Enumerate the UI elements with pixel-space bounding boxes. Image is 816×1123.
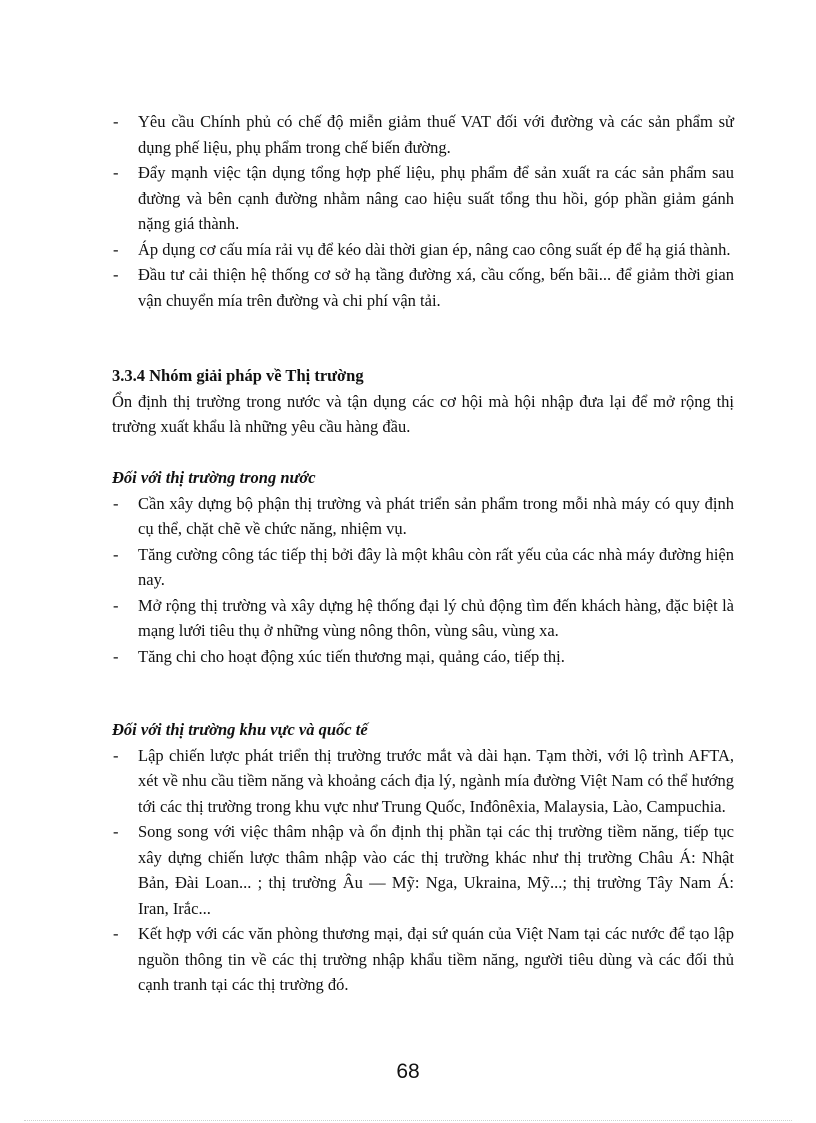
list-item: - Song song với việc thâm nhập và ổn định thị phần tại các thị trường tiềm năng, tiếp tục xây dựng chiến lược thâm nhập vào các thị trường khác như thị trường Châu Á: Nhật Bản, Đài Loan... ; thị trường Âu — Mỹ: Nga, Ukraina, Mỹ...; thị trường Tây Nam Á: Iran, Irắc...: [112, 819, 734, 921]
list-item: - Áp dụng cơ cấu mía rải vụ để kéo dài thời gian ép, nâng cao công suất ép để hạ giá thành.: [112, 237, 734, 263]
page-number: 68: [396, 1060, 420, 1083]
bullet-dash: -: [113, 745, 119, 765]
bullet-dash: -: [113, 544, 119, 564]
list-item: - Lập chiến lược phát triển thị trường trước mắt và dài hạn. Tạm thời, với lộ trình AFTA, xét về nhu cầu tiềm năng và khoảng cách địa lý, ngành mía đường Việt Nam có thể hướng tới các thị trường trong khu vực như Trung Quốc, Inđônêxia, Malaysia, Lào, Campuchia.: [112, 743, 734, 820]
bullet-dash: -: [113, 265, 119, 284]
list-item: - Tăng cường công tác tiếp thị bởi đây là một khâu còn rất yếu của các nhà máy đường hiện nay.: [112, 542, 734, 593]
bullet-dash: -: [113, 924, 119, 943]
section-intro: Ổn định thị trường trong nước và tận dụng các cơ hội mà hội nhập đưa lại để mở rộng thị trường xuất khẩu là những yêu cầu hàng đầu.: [112, 391, 734, 436]
list-item: - Đầu tư cải thiện hệ thống cơ sở hạ tầng đường xá, cầu cống, bến bãi... để giảm thời gian vận chuyển mía trên đường và chi phí vận tải.: [112, 262, 734, 313]
domestic-market-section: [112, 465, 734, 669]
list-item: - Đẩy mạnh việc tận dụng tổng hợp phế liệu, phụ phẩm để sản xuất ra các sản phẩm sau đường và bên cạnh đường nhằm nâng cao hiệu suất tổng thu hồi, góp phần giảm gánh nặng giá thành.: [112, 160, 734, 237]
bullet-dash: -: [113, 646, 119, 666]
bullet-dash: -: [113, 239, 119, 259]
bullet-dash: -: [113, 163, 119, 182]
bullet-dash: -: [113, 822, 119, 841]
list-item: - Cần xây dựng bộ phận thị trường và phát triển sản phẩm trong mỗi nhà máy có quy định cụ thể, chặt chẽ về chức năng, nhiệm vụ.: [112, 491, 734, 542]
section-market: [112, 363, 734, 440]
bullet-dash: -: [113, 493, 119, 513]
list-item: - Mở rộng thị trường và xây dựng hệ thống đại lý chủ động tìm đến khách hàng, đặc biệt là mạng lưới tiêu thụ ở những vùng nông thôn, vùng sâu, vùng xa.: [112, 593, 734, 644]
international-market-section: [112, 717, 734, 998]
list-item: - Yêu cầu Chính phủ có chế độ miễn giảm thuế VAT đối với đường và các sản phẩm sử dụng phế liệu, phụ phẩm trong chế biến đường.: [112, 109, 734, 160]
bullet-dash: -: [113, 112, 119, 131]
section-heading: 3.3.4 Nhóm giải pháp về Thị trường: [112, 366, 364, 385]
bullet-dash: -: [113, 595, 119, 615]
bottom-divider: [24, 1120, 792, 1121]
top-bullet-list: [112, 109, 734, 313]
international-subheading: Đối với thị trường khu vực và quốc tế: [112, 720, 368, 739]
domestic-subheading: Đối với thị trường trong nước: [112, 468, 316, 487]
list-item: - Tăng chi cho hoạt động xúc tiến thương mại, quảng cáo, tiếp thị.: [112, 644, 734, 670]
list-item: - Kết hợp với các văn phòng thương mại, đại sứ quán của Việt Nam tại các nước để tạo lập nguồn thông tin về các thị trường nhập khẩu tiềm năng, người tiêu dùng và các đối thủ cạnh tranh tại các thị trường đó.: [112, 921, 734, 998]
